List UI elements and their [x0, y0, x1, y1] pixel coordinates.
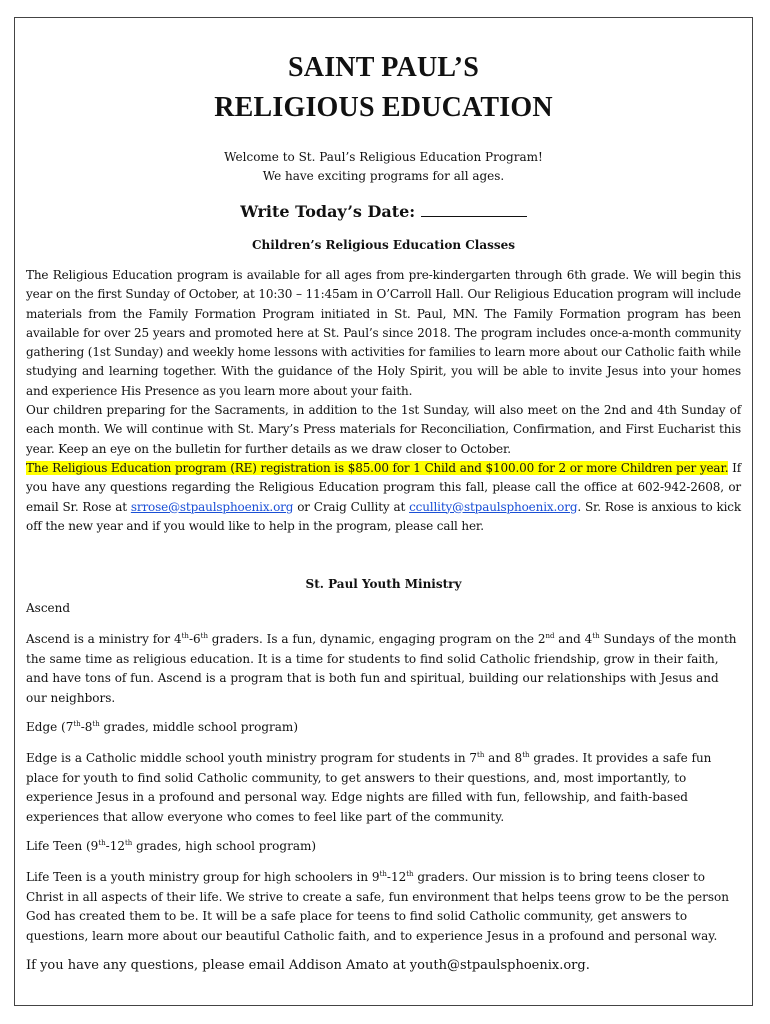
ascend-sup-3: nd: [545, 632, 555, 641]
title-line-1: SAINT PAUL’S: [288, 52, 479, 83]
ascend-description: [26, 630, 741, 708]
ascend-text-4: and 4: [554, 632, 593, 647]
re-questions-text: If you have any questions regarding the Religious Education program this fall, please call the office at 602-942-2608, or email Sr. Rose at: [26, 460, 741, 514]
religious-education-section: [26, 266, 741, 536]
ascend-text-5: Sundays of the month the same time as religious education. It is a time for students to find solid Catholic friendship, grow in their faith, and have tons of fun. Ascend is a program that is both fun and spiritual, building our relationships with Jesus and our neighbors.: [26, 632, 737, 705]
ascend-text-1: Ascend is a ministry for 4: [26, 632, 182, 647]
title-line-2: RELIGIOUS EDUCATION: [214, 92, 553, 123]
re-end-text: . Sr. Rose is anxious to kick off the new year and if you would like to help in the program, please call her.: [26, 499, 741, 533]
lifeteen-text-2: -12: [386, 870, 407, 885]
lifeteen-head-sup-2: th: [124, 839, 133, 848]
edge-sup-2: th: [522, 751, 530, 760]
ascend-sup-4: th: [592, 632, 600, 641]
ascend-text-3: graders. Is a fun, dynamic, engaging program on the 2: [207, 632, 546, 647]
registration-fee-highlight: The Religious Education program (RE) registration is $85.00 for 1 Child and $100.00 for 2 or more Children per year.: [26, 460, 729, 475]
edge-text-1: Edge is a Catholic middle school youth ministry program for students in 7: [26, 751, 478, 766]
page-border: [14, 17, 753, 1006]
edge-text-3: grades. It provides a safe fun place for youth to find solid Catholic community, to get answers to their questions, and, most importantly, to experience Jesus in a profound and personal way. Edge nights are filled with fun, fellowship, and faith-based experiences that allow everyone who comes to feel like part of the community.: [26, 751, 712, 824]
youth-ministry-heading: St. Paul Youth Ministry: [305, 577, 462, 592]
lifeteen-head-2: -12: [105, 839, 125, 854]
children-classes-heading: Children’s Religious Education Classes: [251, 238, 516, 252]
re-paragraph-2: Our children preparing for the Sacraments, in addition to the 1st Sunday, will also meet on the 2nd and 4th Sunday of each month. We will continue with St. Mary’s Press materials for Reconciliation, Confirmation, and First Eucharist this year. Keep an eye on the bulletin for further details as we draw closer to October.: [26, 403, 741, 456]
lifeteen-head-1: Life Teen (9: [26, 839, 99, 854]
lifeteen-head-sup-1: th: [98, 839, 106, 848]
welcome-line-1: Welcome to St. Paul’s Religious Education Program!: [224, 150, 543, 164]
lifeteen-sup-2: th: [406, 870, 414, 879]
re-paragraph-3: [26, 459, 741, 536]
ascend-text-2: -6: [188, 632, 201, 647]
page-title: [26, 48, 741, 128]
ascend-sup-2: th: [200, 632, 208, 641]
welcome-line-2: We have exciting programs for all ages.: [262, 169, 505, 183]
edge-head-sup-1: th: [73, 720, 81, 729]
edge-head-1: Edge (7: [26, 720, 74, 735]
ascend-sup-1: th: [181, 632, 189, 641]
edge-text-2: and 8: [484, 751, 523, 766]
lifeteen-head-3: grades, high school program): [132, 839, 317, 854]
edge-heading: [26, 718, 741, 737]
lifeteen-heading: [26, 837, 741, 856]
email-link-rose[interactable]: srrose@stpaulsphoenix.org: [130, 499, 294, 514]
welcome-message: [26, 148, 741, 186]
date-label: Write Today’s Date:: [240, 202, 416, 221]
edge-head-sup-2: th: [92, 720, 100, 729]
ascend-label: Ascend: [26, 601, 71, 616]
lifeteen-description: [26, 868, 741, 946]
document-body: [26, 48, 741, 973]
date-blank-line: [421, 202, 527, 217]
edge-sup-1: th: [477, 751, 485, 760]
edge-head-2: -8: [80, 720, 93, 735]
date-field: [26, 200, 741, 224]
edge-description: [26, 749, 741, 827]
re-paragraph-1: The Religious Education program is available for all ages from pre-kindergarten through 6th grade. We will begin this year on the first Sunday of October, at 10:30 – 11:45am in O’Carroll Hall. Our Religious Education program will include materials from the Family Formation Program initiated in St. Paul, MN. The Family Formation program has been available for over 25 years and promoted here at St. Paul’s since 2018. The program includes once-a-month community gathering (1st Sunday) and weekly home lessons with activities for families to learn more about our Catholic faith while studying and learning together. With the guidance of the Holy Spirit, you will be able to invite Jesus into your homes and experience His Presence as you learn more about your faith.: [26, 268, 741, 398]
re-mid-text: or Craig Cullity at: [293, 499, 410, 514]
youth-contact-line: If you have any questions, please email Addison Amato at youth@stpaulsphoenix.org.: [26, 958, 590, 974]
email-link-craig[interactable]: ccullity@stpaulsphoenix.org: [409, 499, 578, 514]
edge-head-3: grades, middle school program): [99, 720, 298, 735]
lifeteen-sup-1: th: [379, 870, 387, 879]
lifeteen-text-1: Life Teen is a youth ministry group for high schoolers in 9: [26, 870, 380, 885]
lifeteen-text-3: graders. Our mission is to bring teens closer to Christ in all aspects of their life. We strive to create a safe, fun environment that helps teens grow to be the person God has created them to be. It will be a safe place for teens to find solid Catholic community, get answers to questions, learn more about our beautiful Catholic faith, and to experience Jesus in a profound and personal way.: [26, 870, 729, 943]
